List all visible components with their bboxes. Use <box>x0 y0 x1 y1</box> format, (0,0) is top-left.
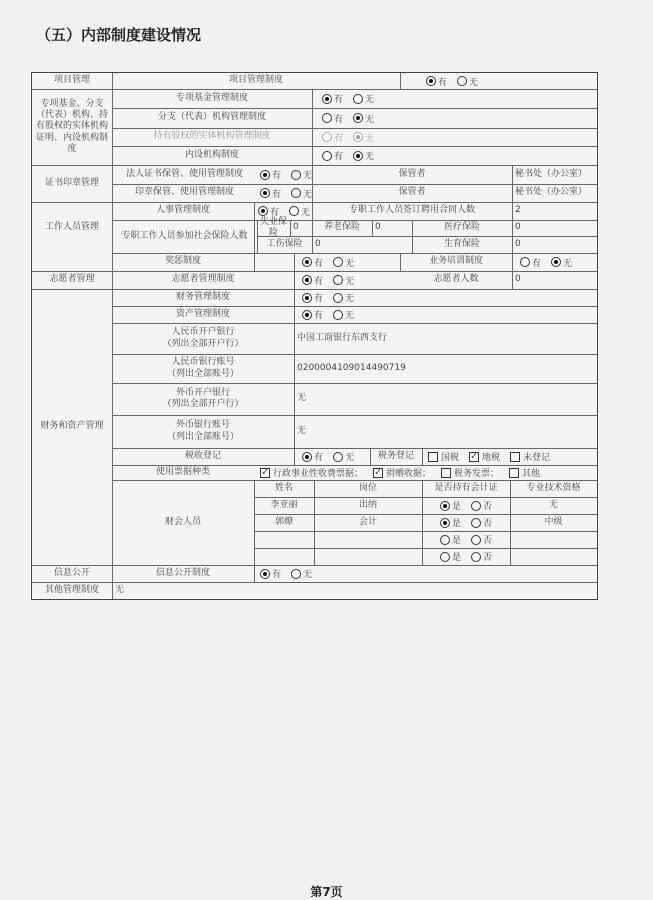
staff-row-1-no-radio[interactable] <box>471 501 481 511</box>
finance-yes-radio[interactable] <box>302 293 312 303</box>
maternity-value: 0 <box>515 238 521 249</box>
medical-value: 0 <box>515 222 521 233</box>
page-title: （五）内部制度建设情况 <box>36 26 202 44</box>
fx-bank-label: 外币开户银行 （列出全部开户行） <box>162 387 244 409</box>
tax-reg-radio-group: 有 无 <box>302 448 354 465</box>
contract-count-label: 专职工作人员签订聘用合同人数 <box>348 205 475 216</box>
staff-row-1-yes-radio[interactable] <box>440 501 450 511</box>
section-finance-mgmt: 财务和资产管理 <box>40 421 104 432</box>
training-yes-radio[interactable] <box>520 257 530 267</box>
internal-system-form <box>31 72 598 600</box>
bill-invoice-checkbox[interactable] <box>441 468 451 478</box>
medical-label: 医疗保险 <box>443 222 480 233</box>
section-project-mgmt: 项目管理 <box>53 75 90 86</box>
seal-keep-label: 印章保管、使用管理制度 <box>134 187 234 198</box>
bill-other-checkbox[interactable] <box>509 468 519 478</box>
reward-radio-group: 有 无 <box>302 253 354 271</box>
hr-yes-radio[interactable] <box>258 206 268 216</box>
staff-row-cert-radio: 是 否 <box>440 548 492 565</box>
staff-row-cert-radio: 是 否 <box>440 497 492 514</box>
special-fund-radio-group: 有 无 <box>322 89 374 108</box>
staff-header-cert: 是否持有会计证 <box>434 482 498 493</box>
staff-row-4-no-radio[interactable] <box>471 552 481 562</box>
fx-account-label: 外币银行账号 （列出全部账号） <box>166 420 239 442</box>
hr-no-radio[interactable] <box>289 206 299 216</box>
bill-donation-checkbox[interactable]: ✓ <box>374 466 383 478</box>
finance-radio-group: 有 无 <box>302 289 354 306</box>
keeper-label-2: 保管者 <box>398 187 426 198</box>
fx-account-value: 无 <box>297 425 307 436</box>
tax-status-label: 税务登记 <box>377 450 414 461</box>
hr-radio-group: 有 无 <box>258 202 310 220</box>
staff-row-title: 中级 <box>544 516 563 527</box>
keeper-label-1: 保管者 <box>398 168 426 179</box>
tax-national-checkbox[interactable] <box>428 452 438 462</box>
staff-row-post: 会计 <box>358 516 377 527</box>
section-volunteer-mgmt: 志愿者管理 <box>49 274 95 285</box>
volunteer-system-label: 志愿者管理制度 <box>171 274 235 285</box>
tax-reg-label: 税收登记 <box>184 450 221 461</box>
internal-system-label: 内设机构制度 <box>184 149 239 160</box>
training-radio-group: 有 无 <box>520 253 572 271</box>
asset-no-radio[interactable] <box>333 310 343 320</box>
branch-yes-radio[interactable] <box>322 113 332 123</box>
rmb-account-value: 0200004109014490719 <box>297 362 406 373</box>
staff-row-cert-radio: 是 否 <box>440 531 492 548</box>
volunteer-yes-radio[interactable] <box>302 275 312 285</box>
pension-value: 0 <box>375 222 381 233</box>
special-fund-system-label: 专项基金管理制度 <box>175 92 248 103</box>
injury-value: 0 <box>315 238 321 249</box>
tax-status-checkbox-group: 国税 ✓ 地税 未登记 <box>428 448 550 465</box>
insurance-count-label: 专职工作人员参加社会保险人数 <box>121 230 248 241</box>
volunteer-count-label: 志愿者人数 <box>433 274 479 285</box>
bill-types-checkbox-group: ✓ 行政事业性收费票据； ✓ 捐赠收据； 税务发票； 其他 <box>261 466 541 479</box>
seal-keep-radio-group: 有 无 <box>260 184 312 202</box>
equity-no-radio[interactable] <box>353 132 363 142</box>
staff-row-3-yes-radio[interactable] <box>440 535 450 545</box>
equity-radio-group: 有 无 <box>322 128 374 146</box>
staff-row-cert-radio: 是 否 <box>440 514 492 531</box>
legal-cert-no-radio[interactable] <box>291 170 301 180</box>
staff-row-2-no-radio[interactable] <box>471 518 481 528</box>
asset-yes-radio[interactable] <box>302 310 312 320</box>
project-mgmt-no-radio[interactable] <box>457 76 467 86</box>
maternity-label: 生育保险 <box>443 238 480 249</box>
accountants-label: 财会人员 <box>164 516 201 527</box>
staff-header-title: 专业技术资格 <box>526 482 581 493</box>
reward-no-radio[interactable] <box>333 257 343 267</box>
training-no-radio[interactable] <box>551 257 561 267</box>
staff-row-title: 无 <box>548 499 558 510</box>
keeper-value-2: 秘书处（办公室） <box>515 187 588 198</box>
fx-bank-value: 无 <box>297 393 307 404</box>
contract-count-value: 2 <box>515 205 521 216</box>
tax-unregistered-checkbox[interactable] <box>510 452 520 462</box>
branch-radio-group: 有 无 <box>322 108 374 128</box>
seal-keep-no-radio[interactable] <box>291 188 301 198</box>
branch-system-label: 分支（代表）机构管理制度 <box>157 112 266 123</box>
finance-system-label: 财务管理制度 <box>175 291 230 302</box>
special-fund-no-radio[interactable] <box>353 94 363 104</box>
tax-reg-yes-radio[interactable] <box>302 452 312 462</box>
section-special-fund: 专项基金、分支（代表）机构、持有股权的实体机构证明、内设机构制度 <box>35 98 108 154</box>
legal-cert-label: 法人证书保管、使用管理制度 <box>125 168 243 179</box>
special-fund-yes-radio[interactable] <box>322 94 332 104</box>
project-mgmt-yes-radio[interactable] <box>426 76 436 86</box>
pension-label: 养老保险 <box>323 222 360 233</box>
rmb-bank-value: 中国工商银行东西支行 <box>297 332 388 343</box>
staff-row-name: 郭燎 <box>274 516 293 527</box>
staff-row-post: 出纳 <box>358 499 377 510</box>
bill-types-label: 使用票据种类 <box>155 466 210 477</box>
legal-cert-radio-group: 有 无 <box>260 165 312 184</box>
rmb-bank-label: 人民币开户银行 （列出全部开户行） <box>162 327 244 349</box>
staff-row-2-yes-radio[interactable] <box>440 518 450 528</box>
internal-yes-radio[interactable] <box>322 151 332 161</box>
internal-radio-group: 有 无 <box>322 146 374 165</box>
project-mgmt-system-label: 项目管理制度 <box>228 75 283 86</box>
branch-no-radio[interactable] <box>353 113 363 123</box>
reward-label: 奖惩制度 <box>164 256 201 267</box>
legal-cert-yes-radio[interactable] <box>260 170 270 180</box>
equity-yes-radio[interactable] <box>322 132 332 142</box>
staff-row-name: 李亚丽 <box>270 499 298 510</box>
section-seal-mgmt: 证书印章管理 <box>44 177 99 188</box>
unemployment-label: 失业保险 <box>259 216 287 238</box>
info-radio-group: 有 无 <box>260 565 312 582</box>
info-no-radio[interactable] <box>291 569 301 579</box>
injury-label: 工伤保险 <box>266 238 303 249</box>
project-mgmt-radio-group: 有 无 <box>426 73 478 89</box>
volunteer-radio-group: 有 无 <box>302 271 354 289</box>
equity-system-label: 持有股权的实体机构管理制度 <box>153 131 271 142</box>
asset-radio-group: 有 无 <box>302 306 354 323</box>
info-system-label: 信息公开制度 <box>155 567 210 578</box>
staff-header-post: 岗位 <box>358 482 377 493</box>
reward-yes-radio[interactable] <box>302 257 312 267</box>
page-number: 第7页 <box>310 885 343 899</box>
finance-no-radio[interactable] <box>333 293 343 303</box>
internal-no-radio[interactable] <box>353 151 363 161</box>
volunteer-no-radio[interactable] <box>333 275 343 285</box>
hr-system-label: 人事管理制度 <box>155 205 210 216</box>
rmb-account-label: 人民币银行账号 （列出全部账号） <box>166 357 239 379</box>
volunteer-count-value: 0 <box>515 274 521 285</box>
seal-keep-yes-radio[interactable] <box>260 188 270 198</box>
tax-reg-no-radio[interactable] <box>333 452 343 462</box>
asset-system-label: 资产管理制度 <box>175 308 230 319</box>
other-system-value: 无 <box>115 584 125 595</box>
section-staff-mgmt: 工作人员管理 <box>44 221 99 232</box>
training-label: 业务培训制度 <box>428 256 483 267</box>
section-info-mgmt: 信息公开 <box>53 567 90 578</box>
staff-header-name: 姓名 <box>274 482 293 493</box>
bill-admin-fee-checkbox[interactable]: ✓ <box>261 466 270 478</box>
info-yes-radio[interactable] <box>260 569 270 579</box>
section-other-system: 其他管理制度 <box>44 584 99 595</box>
tax-local-checkbox[interactable]: ✓ <box>470 450 479 462</box>
staff-row-3-no-radio[interactable] <box>471 535 481 545</box>
staff-row-4-yes-radio[interactable] <box>440 552 450 562</box>
unemployment-value: 0 <box>293 222 299 233</box>
keeper-value-1: 秘书处（办公室） <box>515 168 588 179</box>
